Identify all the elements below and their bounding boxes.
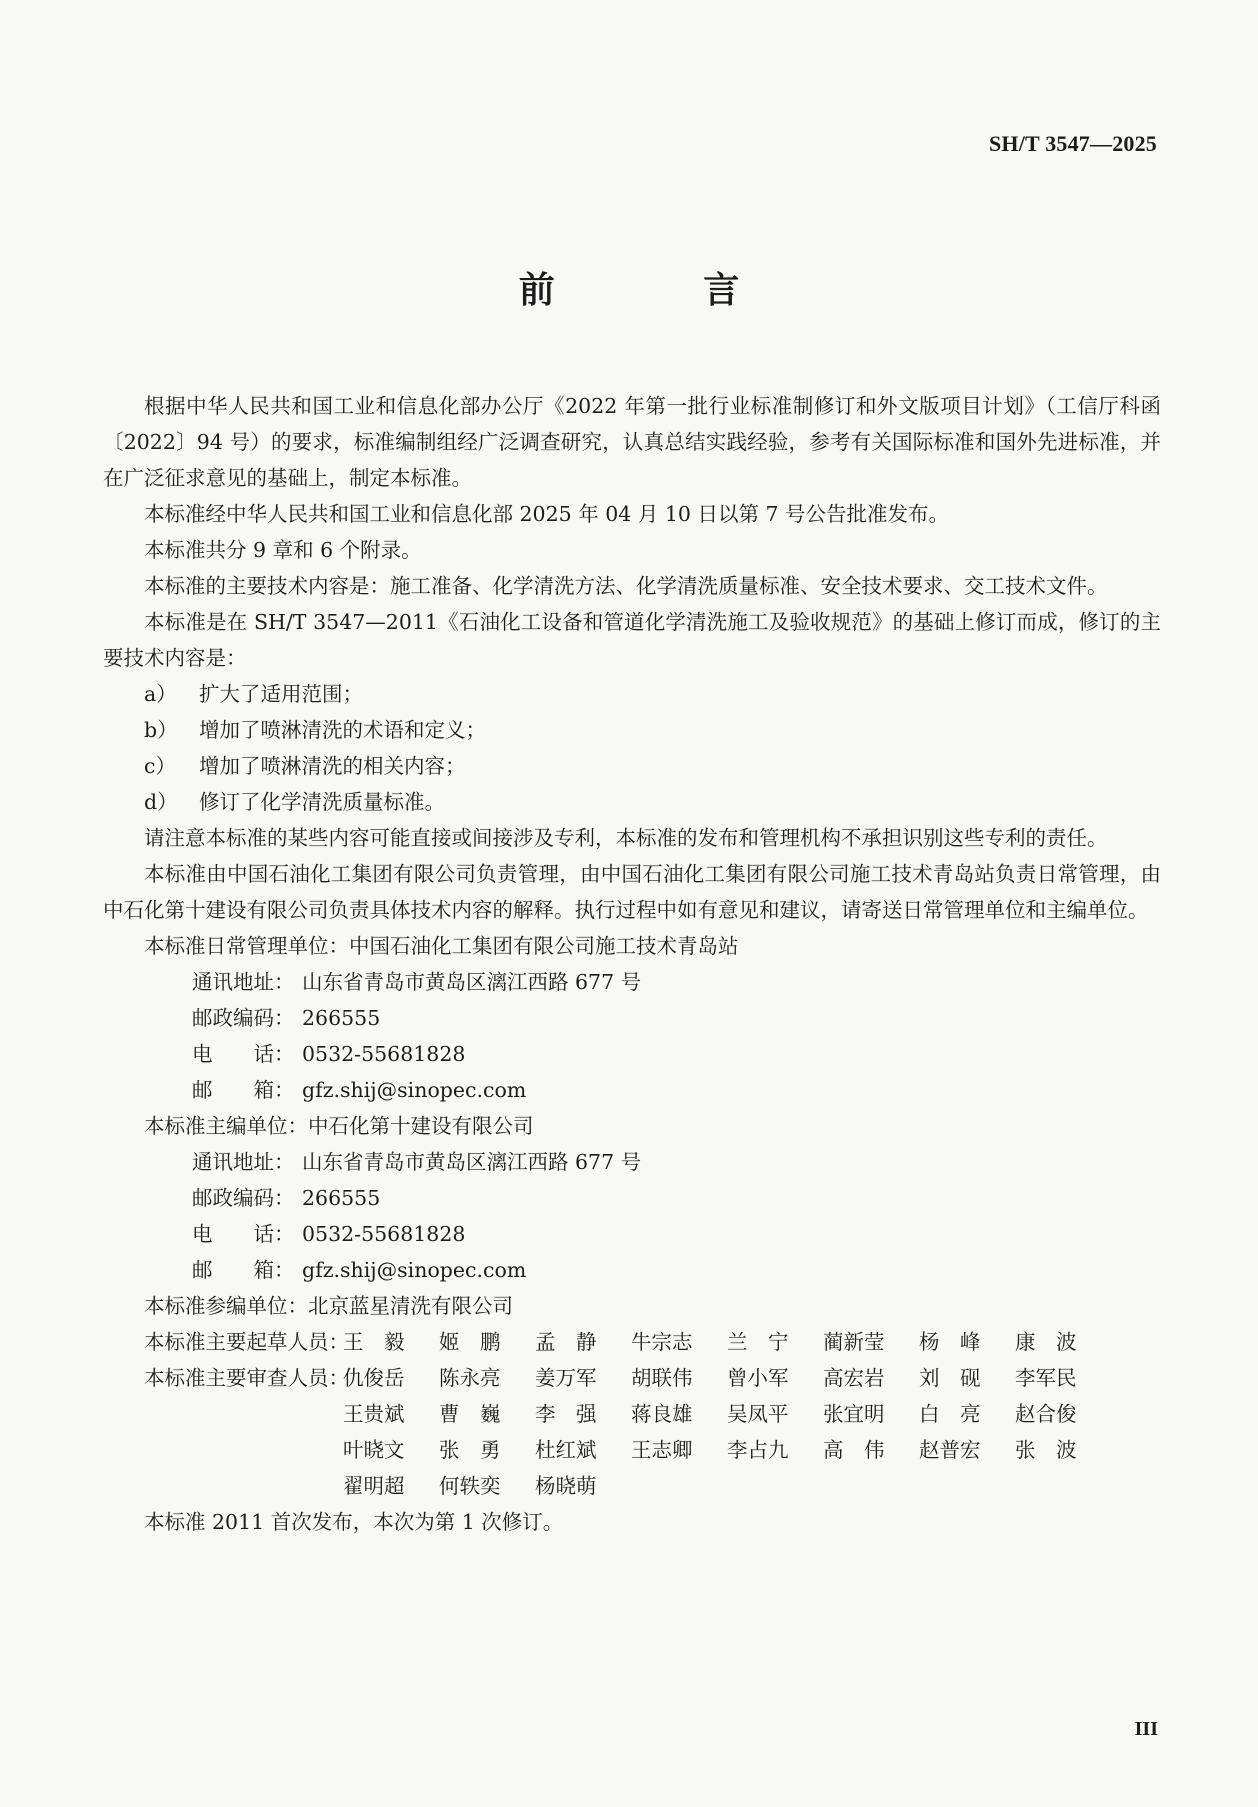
person-name: 吴凤平 [727, 1402, 789, 1426]
phone-value: 0532-55681828 [302, 1222, 466, 1246]
person-name: 康 波 [1015, 1330, 1077, 1354]
list-item [103, 784, 1161, 820]
person-name: 姜万军 [535, 1366, 597, 1390]
chief-email [103, 1252, 1161, 1288]
person-name: 王志卿 [631, 1438, 693, 1462]
person-name: 白 亮 [919, 1402, 981, 1426]
postcode-value: 266555 [302, 1006, 381, 1030]
person-name: 李 强 [535, 1402, 597, 1426]
list-item [103, 748, 1161, 784]
address-value: 山东省青岛市黄岛区漓江西路 677 号 [302, 1150, 642, 1174]
person-name: 蔺新莹 [823, 1330, 885, 1354]
list-marker: d） [144, 790, 178, 814]
person-name: 杜红斌 [535, 1438, 597, 1462]
phone-label: 电 话： [192, 1042, 295, 1066]
daily-postcode [103, 1000, 1161, 1036]
list-text: 增加了喷淋清洗的相关内容； [199, 754, 466, 778]
paragraph: 根据中华人民共和国工业和信息化部办公厅《2022 年第一批行业标准制修订和外文版项目计划》（工信厅科函〔2022〕94 号）的要求，标准编制组经广泛调查研究，认真总结实践经验，参考有关国际标准和国外先进标准，并在广泛征求意见的基础上，制定本标准。 [103, 394, 1161, 490]
daily-phone [103, 1036, 1161, 1072]
person-name: 陈永亮 [439, 1366, 501, 1390]
person-name: 高宏岩 [823, 1366, 885, 1390]
drafters-row [103, 1324, 1161, 1360]
paragraph: 本标准经中华人民共和国工业和信息化部 2025 年 04 月 10 日以第 7 号公告批准发布。 [144, 502, 950, 526]
person-name: 张 勇 [439, 1438, 501, 1462]
email-label: 邮 箱： [192, 1078, 295, 1102]
list-item [103, 712, 1161, 748]
daily-address [103, 964, 1161, 1000]
list-text: 扩大了适用范围； [199, 682, 363, 706]
paragraph: 本标准的主要技术内容是：施工准备、化学清洗方法、化学清洗质量标准、安全技术要求、交工技术文件。 [144, 574, 1108, 598]
person-name: 何轶奕 [439, 1474, 501, 1498]
person-name: 张宜明 [823, 1402, 885, 1426]
person-name: 高 伟 [823, 1438, 885, 1462]
list-text: 增加了喷淋清洗的术语和定义； [199, 718, 486, 742]
reviewers-row [103, 1360, 1161, 1504]
daily-email [103, 1072, 1161, 1108]
person-name: 牛宗志 [631, 1330, 693, 1354]
person-name: 姬 鹏 [439, 1330, 501, 1354]
address-label: 通讯地址： [192, 970, 295, 994]
email-label: 邮 箱： [192, 1258, 295, 1282]
management-notice: 本标准由中国石油化工集团有限公司负责管理，由中国石油化工集团有限公司施工技术青岛站负责日常管理，由中石化第十建设有限公司负责具体技术内容的解释。执行过程中如有意见和建议，请寄送日常管理单位和主编单位。 [103, 862, 1161, 922]
person-name: 王贵斌 [343, 1402, 405, 1426]
person-name: 李占九 [727, 1438, 789, 1462]
patent-notice: 请注意本标准的某些内容可能直接或间接涉及专利，本标准的发布和管理机构不承担识别这些专利的责任。 [144, 826, 1108, 850]
postcode-label: 邮政编码： [192, 1186, 295, 1210]
person-name: 刘 砚 [919, 1366, 981, 1390]
reviewers-label: 本标准主要审查人员： [144, 1366, 349, 1390]
person-name: 兰 宁 [727, 1330, 789, 1354]
person-name: 杨晓萌 [535, 1474, 597, 1498]
chief-postcode [103, 1180, 1161, 1216]
person-name: 王 毅 [343, 1330, 405, 1354]
person-name: 杨 峰 [919, 1330, 981, 1354]
address-value: 山东省青岛市黄岛区漓江西路 677 号 [302, 970, 642, 994]
daily-unit-heading: 本标准日常管理单位：中国石油化工集团有限公司施工技术青岛站 [144, 934, 739, 958]
drafters-label: 本标准主要起草人员： [144, 1330, 349, 1354]
phone-label: 电 话： [192, 1222, 295, 1246]
list-marker: b） [144, 718, 178, 742]
list-item [103, 676, 1161, 712]
page-title: 前 言 [518, 269, 808, 311]
email-value: gfz.shij@sinopec.com [302, 1258, 527, 1282]
person-name: 孟 静 [535, 1330, 597, 1354]
person-name: 叶晓文 [343, 1438, 405, 1462]
email-value: gfz.shij@sinopec.com [302, 1078, 527, 1102]
reviewers-list [343, 1360, 1111, 1504]
person-name: 翟明超 [343, 1474, 405, 1498]
chief-unit-heading: 本标准主编单位：中石化第十建设有限公司 [144, 1114, 534, 1138]
person-name: 赵合俊 [1015, 1402, 1077, 1426]
foreword-body [103, 388, 1161, 1540]
person-name: 张 波 [1015, 1438, 1077, 1462]
person-name: 曾小军 [727, 1366, 789, 1390]
postcode-label: 邮政编码： [192, 1006, 295, 1030]
phone-value: 0532-55681828 [302, 1042, 466, 1066]
paragraph: 本标准是在 SH/T 3547—2011《石油化工设备和管道化学清洗施工及验收规范》的基础上修订而成，修订的主要技术内容是： [103, 610, 1161, 670]
address-label: 通讯地址： [192, 1150, 295, 1174]
chief-phone [103, 1216, 1161, 1252]
page-number: III [1134, 1718, 1158, 1740]
chief-address [103, 1144, 1161, 1180]
standard-code: SH/T 3547—2025 [988, 131, 1157, 156]
person-name: 曹 巍 [439, 1402, 501, 1426]
closing-statement: 本标准 2011 首次发布，本次为第 1 次修订。 [144, 1510, 564, 1534]
list-marker: a） [144, 682, 177, 706]
postcode-value: 266555 [302, 1186, 381, 1210]
list-text: 修订了化学清洗质量标准。 [199, 790, 445, 814]
participating-unit: 本标准参编单位：北京蓝星清洗有限公司 [144, 1294, 513, 1318]
person-name: 仇俊岳 [343, 1366, 405, 1390]
paragraph: 本标准共分 9 章和 6 个附录。 [144, 538, 422, 562]
person-name: 李军民 [1015, 1366, 1077, 1390]
person-name: 胡联伟 [631, 1366, 693, 1390]
list-marker: c） [144, 754, 176, 778]
person-name: 赵普宏 [919, 1438, 981, 1462]
drafters-list [343, 1324, 1111, 1360]
person-name: 蒋良雄 [631, 1402, 693, 1426]
